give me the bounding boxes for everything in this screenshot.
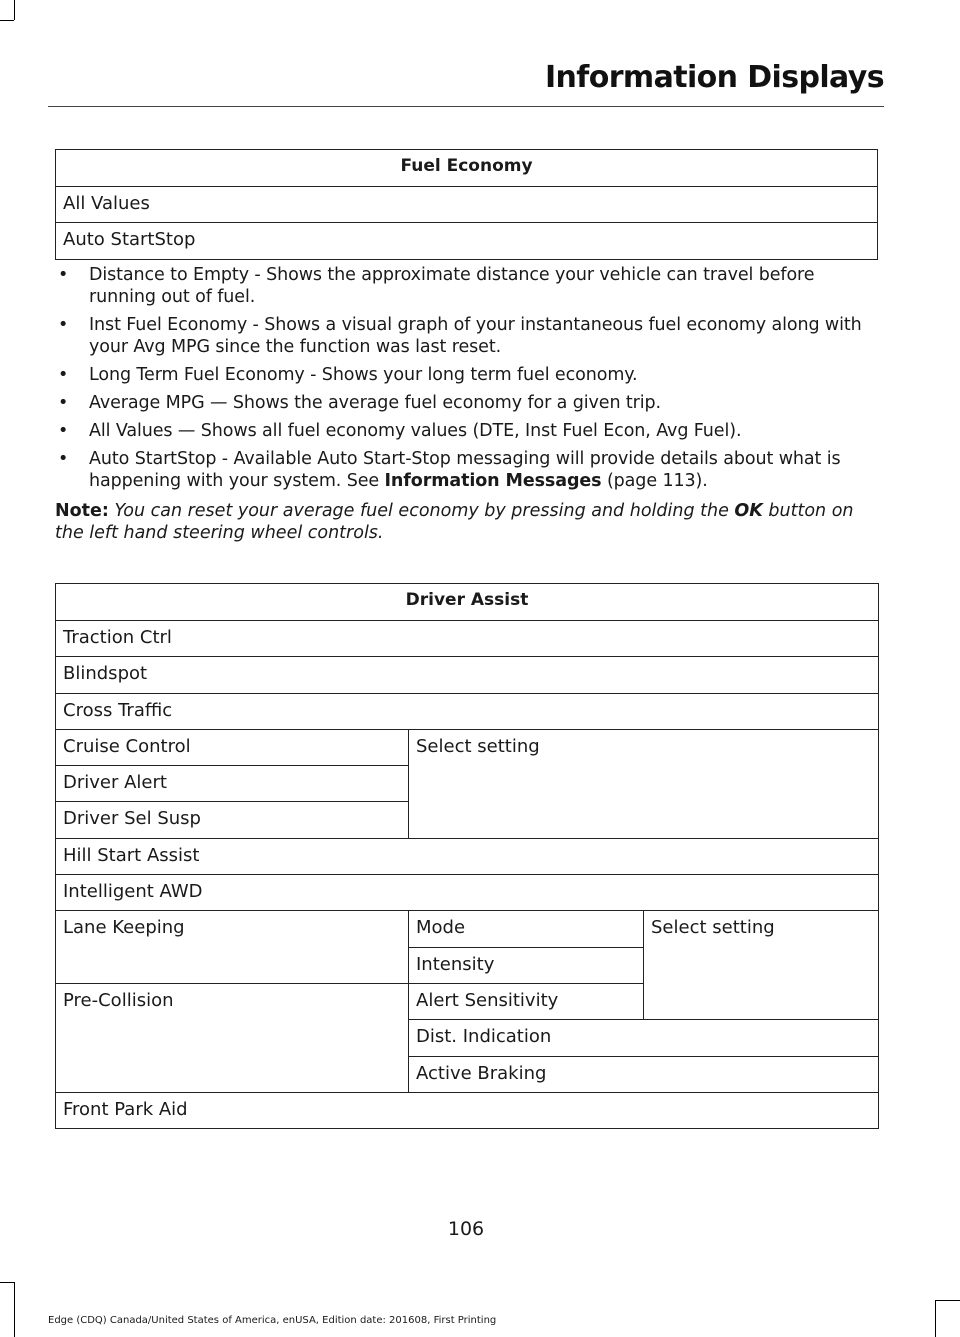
table-cell: Dist. Indication xyxy=(409,1020,879,1056)
fuel-economy-bullet-list xyxy=(56,264,882,498)
bullet-text: Average MPG — Shows the average fuel economy for a given trip. xyxy=(89,393,662,413)
bullet-icon: • xyxy=(58,365,69,385)
note-text: button on the left hand steering wheel controls. xyxy=(55,501,854,543)
table-cell: Active Braking xyxy=(409,1056,879,1092)
bullet-icon: • xyxy=(58,315,69,335)
list-item xyxy=(56,314,882,358)
crop-mark xyxy=(935,1300,936,1337)
table-cell: Select setting xyxy=(644,911,879,1020)
table-cell: Alert Sensitivity xyxy=(409,983,644,1019)
crop-mark xyxy=(0,20,14,21)
list-item xyxy=(56,392,882,414)
table-cell: Driver Sel Susp xyxy=(56,802,409,838)
list-item xyxy=(56,364,882,386)
bullet-text: (page 113). xyxy=(601,471,708,491)
table-row: Blindspot xyxy=(56,657,879,693)
table-cell: Driver Alert xyxy=(56,766,409,802)
list-item xyxy=(56,448,882,492)
fuel-row: Auto StartStop xyxy=(56,223,878,259)
bullet-text: Long Term Fuel Economy - Shows your long term fuel economy. xyxy=(89,365,638,385)
table-cell: Cruise Control xyxy=(56,729,409,765)
bullet-icon: • xyxy=(58,421,69,441)
table-cell: Lane Keeping xyxy=(56,911,409,984)
page-number: 106 xyxy=(447,1218,485,1240)
table-row: Hill Start Assist xyxy=(56,838,879,874)
table-row: Front Park Aid xyxy=(56,1092,879,1128)
fuel-row: All Values xyxy=(56,187,878,223)
header-rule xyxy=(48,106,884,107)
fuel-economy-heading: Fuel Economy xyxy=(56,150,878,187)
table-row: Intelligent AWD xyxy=(56,875,879,911)
list-item xyxy=(56,264,882,308)
table-row: Traction Ctrl xyxy=(56,621,879,657)
list-item xyxy=(56,420,882,442)
bullet-text: All Values — Shows all fuel economy values (DTE, Inst Fuel Econ, Avg Fuel). xyxy=(89,421,742,441)
bullet-icon: • xyxy=(58,265,69,285)
driver-assist-table xyxy=(55,583,879,1129)
note xyxy=(55,500,885,544)
crop-mark xyxy=(14,1282,15,1337)
table-cell: Select setting xyxy=(409,729,879,838)
crop-mark xyxy=(14,0,15,20)
page-title: Information Displays xyxy=(544,60,884,95)
bullet-text: Distance to Empty - Shows the approximate distance your vehicle can travel before running out of fuel. xyxy=(89,265,815,307)
information-messages-link[interactable]: Information Messages xyxy=(384,471,602,491)
footer-edition: Edge (CDQ) Canada/United States of America, enUSA, Edition date: 201608, First Printing xyxy=(48,1315,497,1326)
note-label: Note: xyxy=(55,501,109,521)
crop-mark xyxy=(0,1282,14,1283)
table-cell: Pre-Collision xyxy=(56,983,409,1092)
table-row: Cross Traffic xyxy=(56,693,879,729)
bullet-icon: • xyxy=(58,393,69,413)
crop-mark xyxy=(936,1300,960,1301)
bullet-text: Inst Fuel Economy - Shows a visual graph of your instantaneous fuel economy along with your Avg MPG since the function was last reset. xyxy=(89,315,862,357)
ok-button-ref: OK xyxy=(734,501,763,521)
table-cell: Mode xyxy=(409,911,644,947)
bullet-icon: • xyxy=(58,449,69,469)
note-text: You can reset your average fuel economy by pressing and holding the xyxy=(108,501,735,521)
bullet-text: Auto StartStop - Available Auto Start-Stop messaging will provide details about what is happening with your system. See xyxy=(89,449,841,491)
table-cell: Intensity xyxy=(409,947,644,983)
fuel-economy-table xyxy=(55,149,878,260)
driver-assist-heading: Driver Assist xyxy=(56,584,879,621)
